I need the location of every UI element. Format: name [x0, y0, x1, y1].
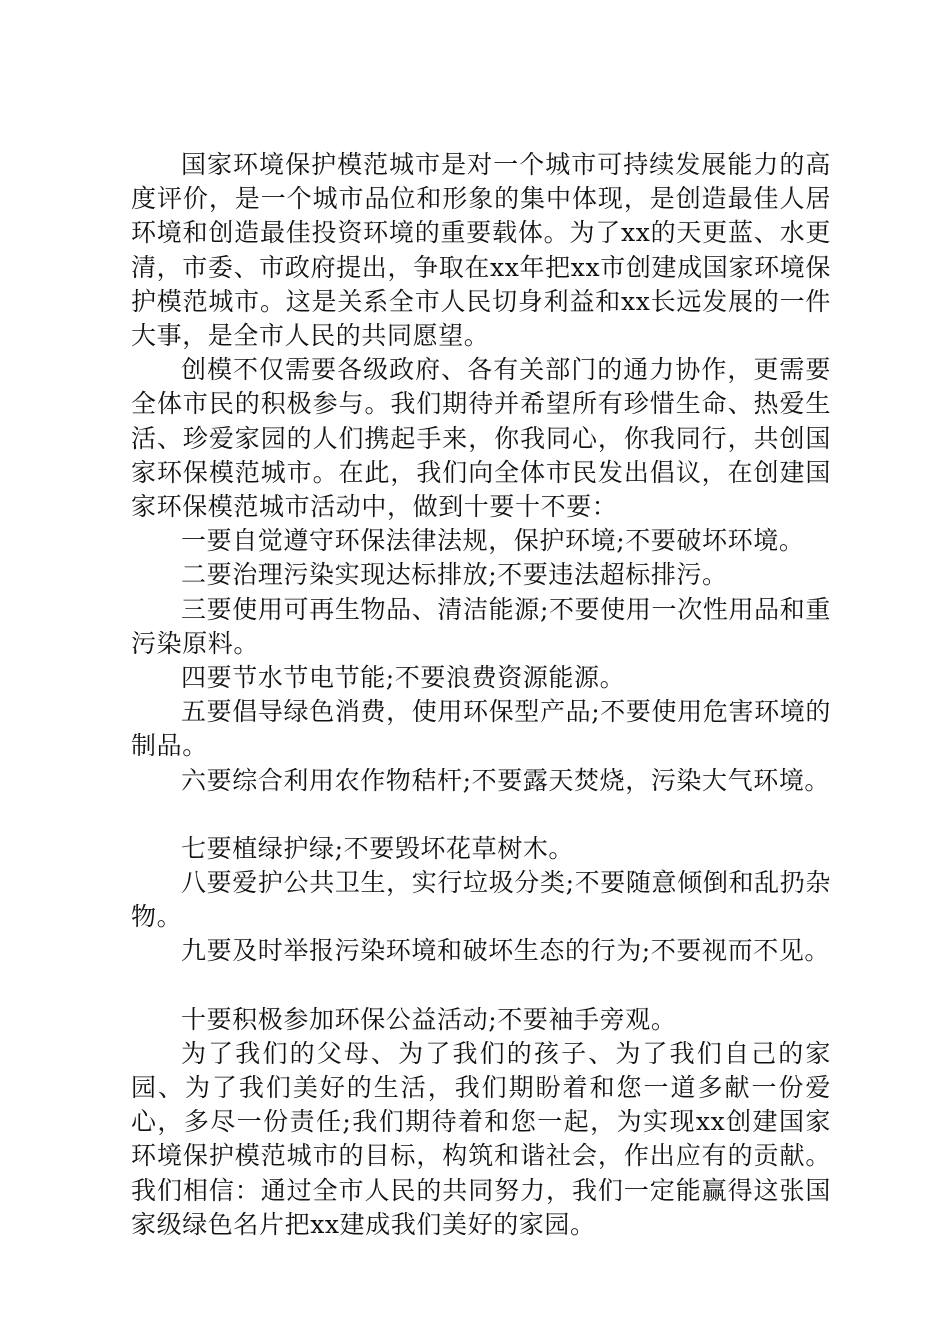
list-item-4: 四要节水节电节能;不要浪费资源能源。 [181, 663, 626, 693]
list-item-2: 二要治理污染实现达标排放;不要违法超标排污。 [181, 560, 728, 590]
list-item-3: 三要使用可再生物品、清洁能源;不要使用一次性用品和重污染原料。 [131, 594, 831, 658]
list-item-6: 六要综合利用农作物秸杆;不要露天焚烧，污染大气环境。 [181, 765, 831, 795]
list-item-7: 七要植绿护绿;不要毁坏花草树木。 [181, 833, 575, 863]
list-item-1: 一要自觉遵守环保法律法规，保护环境;不要破坏环境。 [181, 526, 805, 556]
paragraph-closing: 为了我们的父母、为了我们的孩子、为了我们自己的家园、为了我们美好的生活，我们期盼着和您一道多献一份爱心，多尽一份责任;我们期待着和您一起，为实现xx创建国家环境保护模范城市的目标，构筑和谐社会，作出应有的贡献。我们相信：通过全市人民的共同努力，我们一定能赢得这张国家级绿色名片把xx建成我们美好的家园。 [131, 1038, 831, 1239]
list-item-5: 五要倡导绿色消费，使用环保型产品;不要使用危害环境的制品。 [131, 697, 831, 761]
document-body [131, 148, 831, 1242]
paragraph-intro: 国家环境保护模范城市是对一个城市可持续发展能力的高度评价，是一个城市品位和形象的集中体现，是创造最佳人居环境和创造最佳投资环境的重要载体。为了xx的天更蓝、水更清，市委、市政府提出，争取在xx年把xx市创建成国家环境保护模范城市。这是关系全市人民切身利益和xx长远发展的一件大事，是全市人民的共同愿望。 [131, 150, 831, 351]
list-item-9: 九要及时举报污染环境和破坏生态的行为;不要视而不见。 [181, 936, 831, 966]
paragraph-call-to-action: 创模不仅需要各级政府、各有关部门的通力协作，更需要全体市民的积极参与。我们期待并希望所有珍惜生命、热爱生活、珍爱家园的人们携起手来，你我同心，你我同行，共创国家环保模范城市。在此，我们向全体市民发出倡议，在创建国家环保模范城市活动中，做到十要十不要： [131, 355, 831, 522]
list-item-8: 八要爱护公共卫生，实行垃圾分类;不要随意倾倒和乱扔杂物。 [131, 868, 831, 932]
list-item-10: 十要积极参加环保公益活动;不要袖手旁观。 [181, 1004, 677, 1034]
